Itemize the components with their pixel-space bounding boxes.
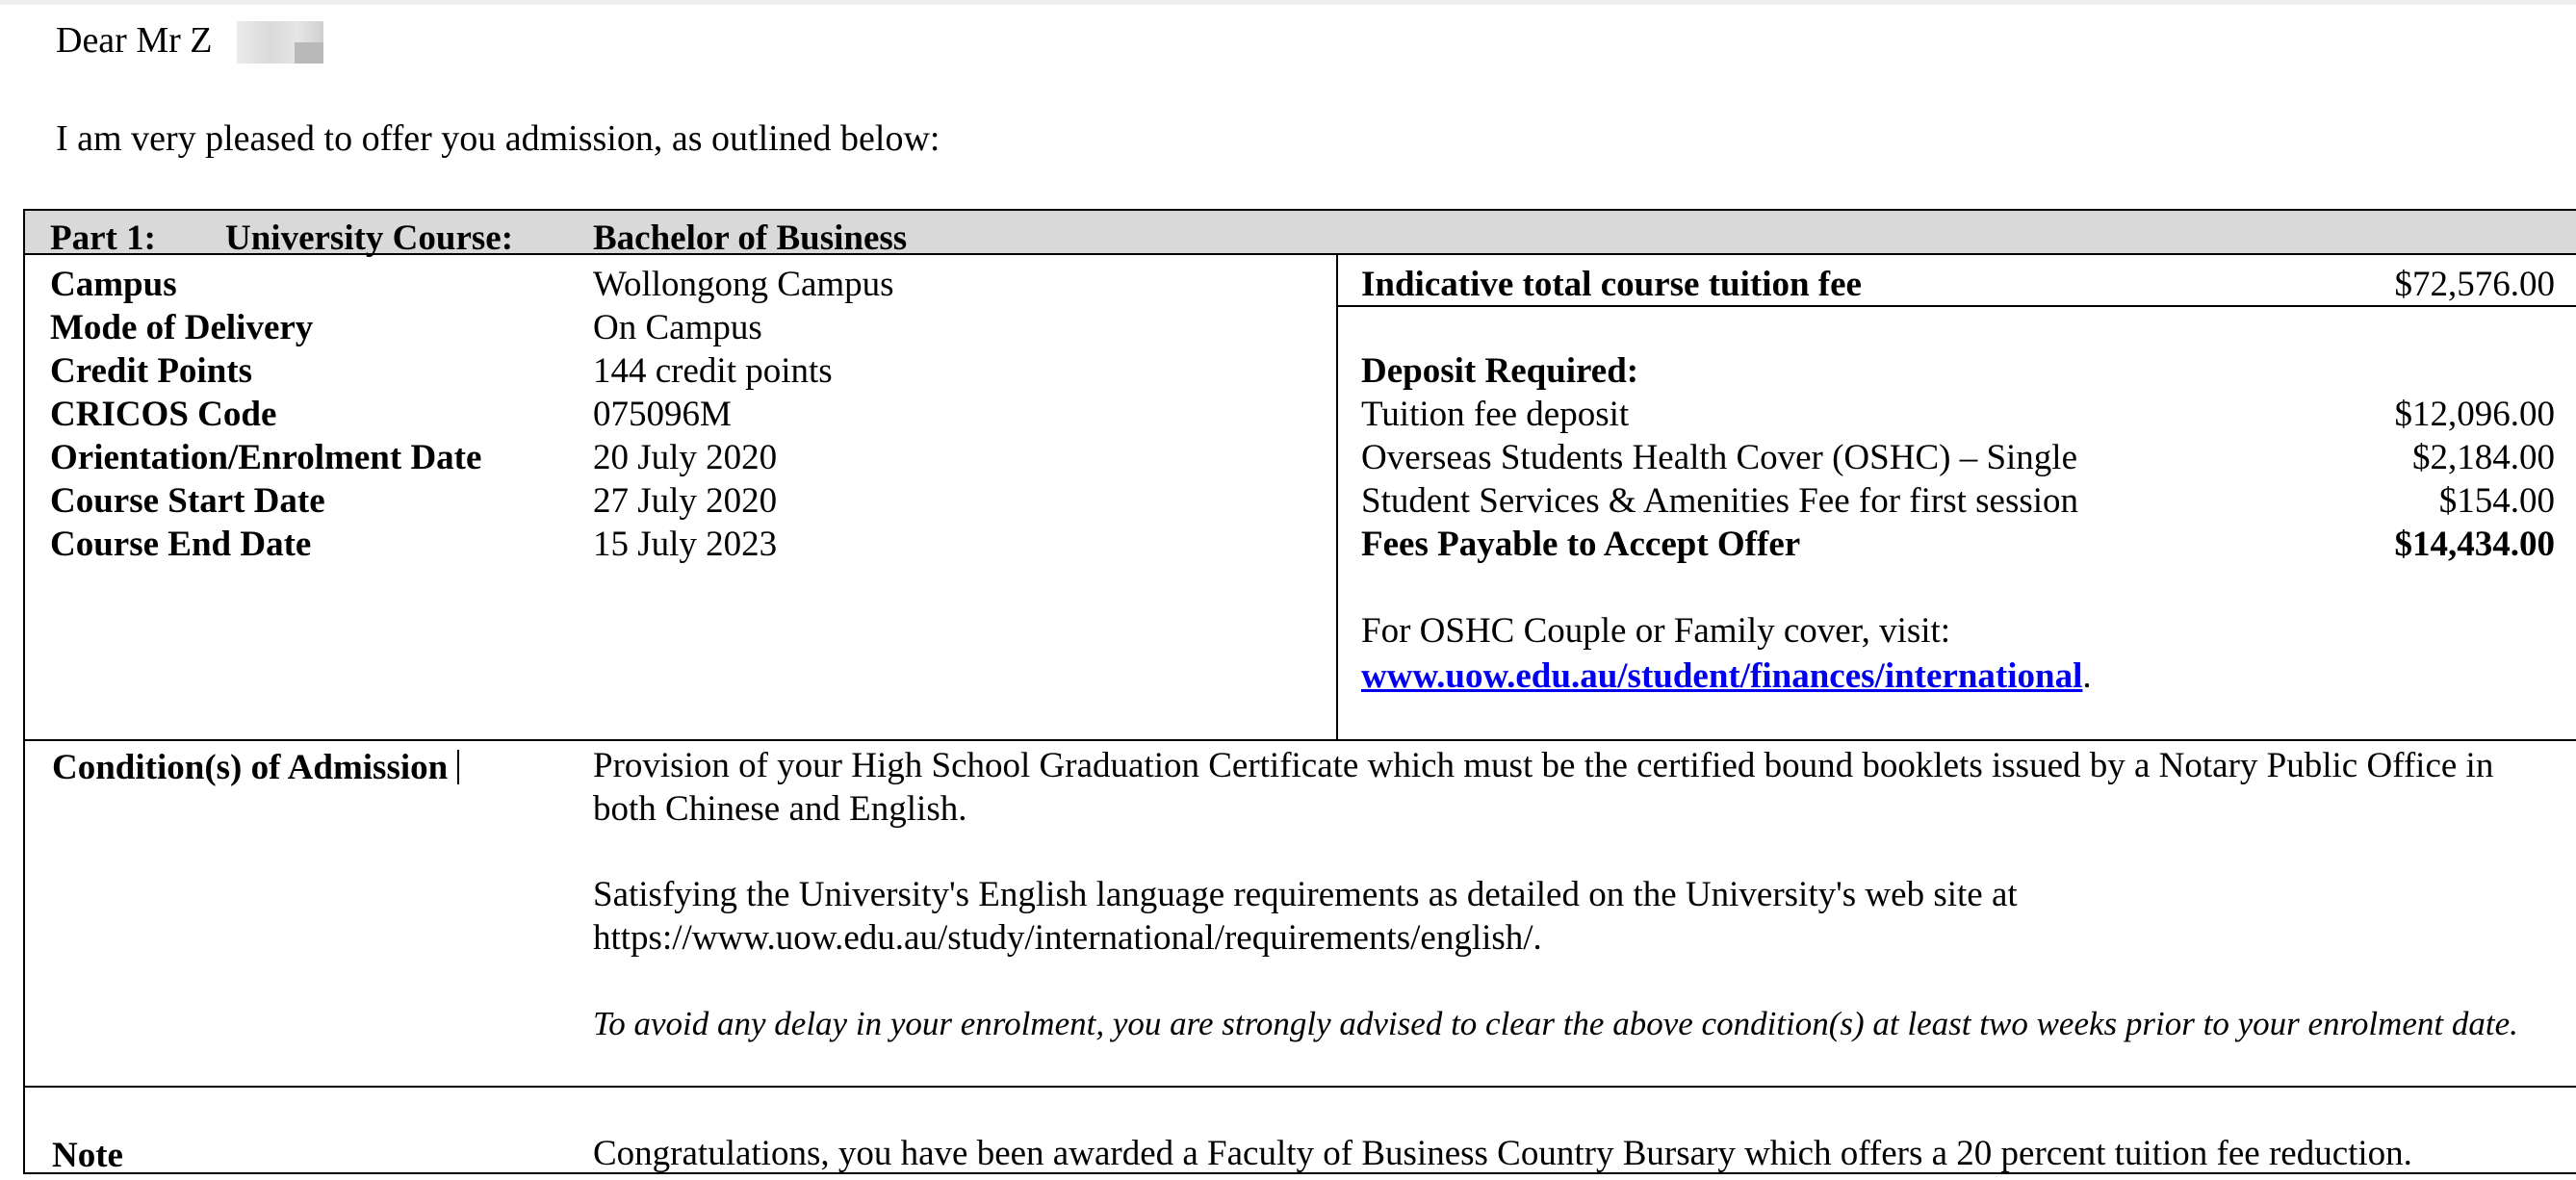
oshc-note: For OSHC Couple or Family cover, visit: — [1361, 611, 1951, 651]
condition-paragraph: Provision of your High School Graduation Certificate which must be the certified bound booklets issued by a Notary Public Office in both Chinese and English. — [593, 746, 2494, 829]
payable-value: $14,434.00 — [2394, 525, 2555, 564]
conditions-label — [52, 747, 459, 788]
salutation: Dear Mr Z — [56, 20, 213, 61]
fee-item-label: Overseas Students Health Cover (OSHC) – Single — [1361, 438, 2078, 477]
top-strip — [0, 0, 2576, 5]
row-separator — [25, 1086, 2576, 1088]
condition-advice: To avoid any delay in your enrolment, you are strongly advised to clear the above condition(s) at least two weeks prior to your enrolment date. — [593, 1005, 2518, 1042]
part-label: Part 1: — [50, 218, 156, 258]
condition-paragraph: Satisfying the University's English language requirements as detailed on the University's web site at https://www.uow.edu.au/study/international/requirements/english/. — [593, 875, 2018, 958]
detail-label: Campus — [50, 265, 177, 304]
detail-value: Wollongong Campus — [593, 265, 894, 304]
oshc-link[interactable]: www.uow.edu.au/student/finances/international — [1361, 656, 2083, 696]
detail-label: Mode of Delivery — [50, 308, 314, 347]
intro-text: I am very pleased to offer you admission, as outlined below: — [56, 118, 940, 159]
fees-total-value: $72,576.00 — [2394, 265, 2555, 304]
redacted-name — [237, 21, 323, 64]
conditions-label-text: Condition(s) of Admission — [52, 748, 449, 787]
text-cursor — [457, 750, 459, 784]
fees-total-label: Indicative total course tuition fee — [1361, 265, 1862, 304]
detail-label: CRICOS Code — [50, 395, 277, 434]
fees-divider — [1336, 253, 1338, 739]
oshc-link-line — [1361, 655, 2092, 697]
payable-label: Fees Payable to Accept Offer — [1361, 525, 1801, 564]
course-label: University Course: — [225, 218, 514, 258]
fee-item-label: Tuition fee deposit — [1361, 395, 1630, 434]
fee-item-value: $2,184.00 — [2412, 438, 2555, 477]
detail-value: On Campus — [593, 308, 762, 347]
fees-total-rule — [1336, 305, 2576, 307]
deposit-heading: Deposit Required: — [1361, 351, 1639, 391]
detail-value: 27 July 2020 — [593, 481, 778, 521]
detail-label: Credit Points — [50, 351, 253, 391]
fee-item-label: Student Services & Amenities Fee for first session — [1361, 481, 2079, 521]
row-separator — [25, 739, 2576, 741]
note-label: Note — [52, 1136, 123, 1175]
fee-item-value: $154.00 — [2438, 481, 2555, 521]
detail-label: Orientation/Enrolment Date — [50, 438, 482, 477]
detail-value: 20 July 2020 — [593, 438, 778, 477]
detail-label: Course End Date — [50, 525, 312, 564]
detail-value: 15 July 2023 — [593, 525, 778, 564]
detail-value: 144 credit points — [593, 351, 833, 391]
fee-item-value: $12,096.00 — [2394, 395, 2555, 434]
oshc-link-suffix: . — [2082, 656, 2092, 696]
offer-table — [23, 209, 2576, 1174]
course-value: Bachelor of Business — [593, 218, 908, 258]
detail-value: 075096M — [593, 395, 732, 434]
note-text: Congratulations, you have been awarded a Faculty of Business Country Bursary which offers a 20 percent tuition fee reduction. — [593, 1134, 2412, 1173]
detail-label: Course Start Date — [50, 481, 325, 521]
